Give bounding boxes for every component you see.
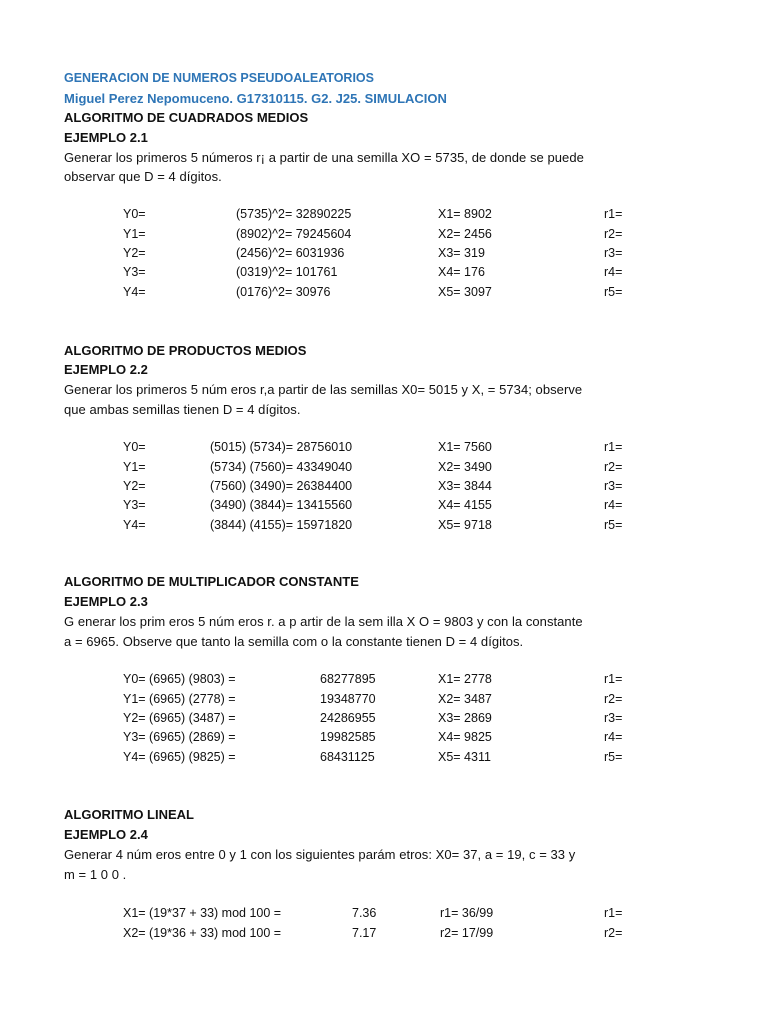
r-label: r5=: [604, 750, 623, 764]
y-formula: (5735)^2= 32890225: [236, 207, 352, 221]
y-value: 19982585: [320, 730, 376, 744]
y-value: 19348770: [320, 692, 376, 706]
y-label: Y3=: [123, 498, 146, 512]
y-value: 68277895: [320, 672, 376, 686]
x-value: X5= 4311: [438, 750, 491, 764]
x-value: X4= 176: [438, 265, 485, 279]
x-value: X1= 8902: [438, 207, 492, 221]
y-formula: (7560) (3490)= 26384400: [210, 479, 353, 493]
x-value: 7.36: [352, 906, 377, 920]
section-heading: ALGORITMO DE CUADRADOS MEDIOS: [64, 110, 309, 125]
y-label: Y0=: [123, 207, 146, 221]
y-formula: (5734) (7560)= 43349040: [210, 460, 353, 474]
x-value: X5= 3097: [438, 285, 492, 299]
x-value: X1= 7560: [438, 440, 492, 454]
r-label: r1=: [604, 440, 623, 454]
r-label: r4=: [604, 730, 623, 744]
x-value: 7.17: [352, 926, 377, 940]
y-value: 24286955: [320, 711, 376, 725]
x-value: X4= 4155: [438, 498, 492, 512]
r-value: r1= 36/99: [440, 906, 494, 920]
r-label: r2=: [604, 926, 623, 940]
r-label: r5=: [604, 518, 623, 532]
x-value: X2= 3490: [438, 460, 492, 474]
x-value: X2= 3487: [438, 692, 492, 706]
y-label: Y1=: [123, 227, 146, 241]
author-line: Miguel Perez Nepomuceno. G17310115. G2. J25. SIMULACION: [64, 91, 447, 106]
r-label: r2=: [604, 692, 623, 706]
y-formula: (5015) (5734)= 28756010: [210, 440, 353, 454]
x-value: X3= 3844: [438, 479, 492, 493]
paragraph-line: Generar 4 núm eros entre 0 y 1 con los siguientes parám etros: X0= 37, a = 19, c = 33 y: [64, 847, 576, 862]
r-value: r2= 17/99: [440, 926, 494, 940]
y-label: Y2=: [123, 246, 146, 260]
y-label: Y3=: [123, 265, 146, 279]
y-formula: (3844) (4155)= 15971820: [210, 518, 353, 532]
y-label: Y0=: [123, 440, 146, 454]
x-value: X3= 319: [438, 246, 485, 260]
paragraph-line: Generar los primeros 5 núm eros r,a partir de las semillas X0= 5015 y X, = 5734; observe: [64, 382, 583, 397]
section-heading: ALGORITMO LINEAL: [64, 807, 194, 822]
section-heading: ALGORITMO DE MULTIPLICADOR CONSTANTE: [64, 574, 359, 589]
y-formula: (2456)^2= 6031936: [236, 246, 345, 260]
document-title: GENERACION DE NUMEROS PSEUDOALEATORIOS: [64, 71, 374, 85]
r-label: r2=: [604, 227, 623, 241]
r-label: r2=: [604, 460, 623, 474]
paragraph-line: observar que D = 4 dígitos.: [64, 169, 222, 184]
r-label: r4=: [604, 265, 623, 279]
r-label: r1=: [604, 672, 623, 686]
r-label: r4=: [604, 498, 623, 512]
y-value: 68431125: [320, 750, 375, 764]
x-value: X3= 2869: [438, 711, 492, 725]
y-label: Y2=: [123, 479, 146, 493]
r-label: r3=: [604, 246, 623, 260]
paragraph-line: G enerar los prim eros 5 núm eros r. a p artir de la sem illa X O = 9803 y con la constante: [64, 614, 583, 629]
y-label: Y4=: [123, 285, 146, 299]
x-value: X1= 2778: [438, 672, 492, 686]
y-formula: (3490) (3844)= 13415560: [210, 498, 353, 512]
example-label: EJEMPLO 2.2: [64, 362, 148, 377]
r-label: r3=: [604, 711, 623, 725]
section-heading: ALGORITMO DE PRODUCTOS MEDIOS: [64, 343, 307, 358]
y-formula: Y0= (6965) (9803) =: [123, 672, 236, 686]
paragraph-line: m = 1 0 0 .: [64, 867, 127, 882]
example-label: EJEMPLO 2.1: [64, 130, 148, 145]
r-label: r1=: [604, 207, 623, 221]
y-formula: (0176)^2= 30976: [236, 285, 331, 299]
x-formula: X2= (19*36 + 33) mod 100 =: [123, 926, 282, 940]
r-label: r5=: [604, 285, 623, 299]
paragraph-line: que ambas semillas tienen D = 4 dígitos.: [64, 402, 301, 417]
y-formula: (0319)^2= 101761: [236, 265, 338, 279]
y-formula: Y2= (6965) (3487) =: [123, 711, 236, 725]
x-value: X4= 9825: [438, 730, 492, 744]
x-value: X2= 2456: [438, 227, 492, 241]
x-value: X5= 9718: [438, 518, 492, 532]
y-formula: Y1= (6965) (2778) =: [123, 692, 236, 706]
x-formula: X1= (19*37 + 33) mod 100 =: [123, 906, 282, 920]
example-label: EJEMPLO 2.4: [64, 827, 148, 842]
r-label: r3=: [604, 479, 623, 493]
y-label: Y1=: [123, 460, 146, 474]
r-label: r1=: [604, 906, 623, 920]
example-label: EJEMPLO 2.3: [64, 594, 148, 609]
paragraph-line: Generar los primeros 5 números r¡ a partir de una semilla XO = 5735, de donde se puede: [64, 150, 584, 165]
y-formula: Y3= (6965) (2869) =: [123, 730, 236, 744]
y-formula: (8902)^2= 79245604: [236, 227, 352, 241]
y-formula: Y4= (6965) (9825) =: [123, 750, 236, 764]
y-label: Y4=: [123, 518, 146, 532]
paragraph-line: a = 6965. Observe que tanto la semilla com o la constante tienen D = 4 dígitos.: [64, 634, 524, 649]
